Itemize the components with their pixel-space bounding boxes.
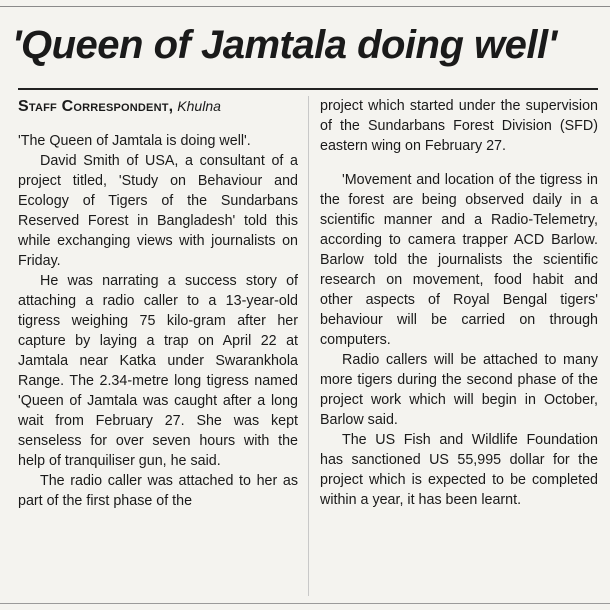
paragraph: Radio callers will be attached to many more tigers during the second phase of the project work which will begin in October, Barlow said. bbox=[320, 352, 598, 428]
paragraph: The US Fish and Wildlife Foundation has sanctioned US 55,995 dollar for the project which is expected to be completed within a year, it has been learnt. bbox=[320, 432, 598, 508]
paragraph: The radio caller was attached to her as part of the first phase of the bbox=[18, 473, 298, 509]
top-rule bbox=[0, 6, 610, 7]
byline-role: Staff Correspondent, bbox=[18, 98, 174, 115]
paragraph: 'Movement and location of the tigress in the forest are being observed daily in a scientific manner and a Radio-Telemetry, according to camera trapper ACD Barlow. Barlow told the journalists the scientific research on movement, food habit and other aspects of Royal Bengal tigers' behaviour will be carried on through computers. bbox=[320, 172, 598, 348]
paragraph: David Smith of USA, a consultant of a project titled, 'Study on Behaviour and Ecology of Tigers of the Sundarbans Reserved Forest in Bangladesh' told this while exchanging views with journalists on Friday. bbox=[18, 153, 298, 269]
headline-rule bbox=[18, 88, 598, 90]
column-divider bbox=[308, 96, 309, 596]
paragraph: 'The Queen of Jamtala is doing well'. bbox=[18, 133, 251, 149]
bottom-rule bbox=[0, 603, 610, 604]
column-left bbox=[18, 96, 298, 511]
paragraph: project which started under the supervision of the Sundarbans Forest Division (SFD) eastern wing on February 27. bbox=[320, 98, 598, 154]
column-right bbox=[320, 96, 598, 510]
byline bbox=[18, 96, 298, 117]
headline: 'Queen of Jamtala doing well' bbox=[12, 23, 557, 67]
byline-place: Khulna bbox=[177, 98, 221, 114]
paragraph: He was narrating a success story of attaching a radio caller to a 13-year-old tigress weighing 75 kilo-gram after her capture by laying a trap on April 22 at Jamtala near Katka under Swarankhola Range. The 2.34-metre long tigress named 'Queen of Jamtala was caught after a long wait from February 27. She was kept senseless for over seven hours with the help of tranquiliser gun, he said. bbox=[18, 273, 298, 469]
